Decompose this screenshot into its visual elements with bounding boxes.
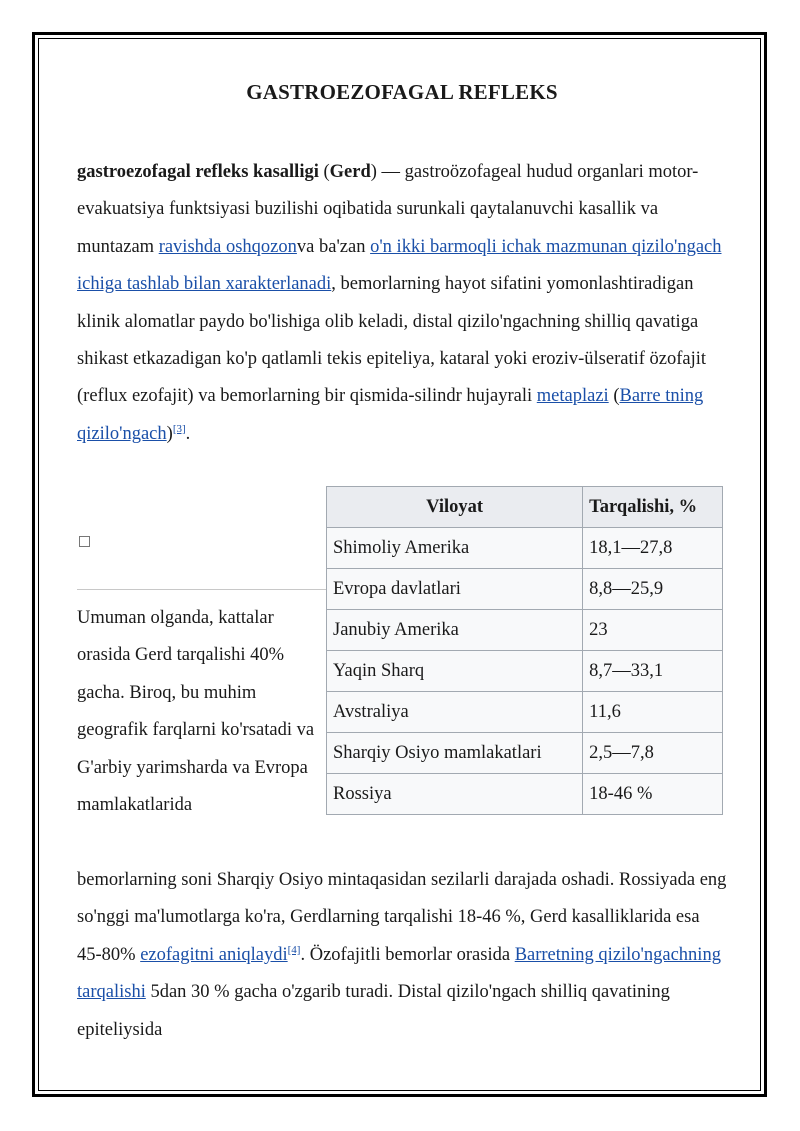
cell-value: 18,1—27,8 bbox=[583, 528, 723, 569]
link-ezofagitni[interactable]: ezofagitni aniqlaydi bbox=[140, 944, 288, 965]
table-row bbox=[327, 692, 723, 733]
table-header-row bbox=[327, 487, 723, 528]
cell-value: 11,6 bbox=[583, 692, 723, 733]
cell-value: 8,7—33,1 bbox=[583, 651, 723, 692]
cell-region: Janubiy Amerika bbox=[327, 610, 583, 651]
page-title: GASTROEZOFAGAL REFLEKS bbox=[246, 80, 558, 104]
cell-region: Shimoliy Amerika bbox=[327, 528, 583, 569]
cell-value: 8,8—25,9 bbox=[583, 569, 723, 610]
table-row bbox=[327, 733, 723, 774]
link-barretning[interactable]: Barretning qizilo'ngachning tarqalishi bbox=[77, 944, 721, 1003]
cell-value: 2,5—7,8 bbox=[583, 733, 723, 774]
prevalence-table bbox=[326, 486, 723, 815]
header-tarqalishi: Tarqalishi, % bbox=[583, 487, 723, 528]
checkbox-icon bbox=[79, 536, 90, 547]
intro-text-c: , bemorlarning hayot sifatini yomonlashtiradigan klinik alomatlar paydo bo'lishiga olib keladi, distal qizilo'ngachning shilliq qavatiga shikast etkazadigan ko'p qatlamli tekis epiteliya, kataral yoki eroziv-ülseratif özofajit (reflux ezofajit) va bemorlarning bir qismida-silindr hujayrali bbox=[77, 274, 707, 407]
intro-paragraph bbox=[77, 154, 727, 453]
ref-3[interactable]: [3] bbox=[172, 422, 186, 435]
cell-value: 18-46 % bbox=[583, 774, 723, 815]
intro-text-d: ( bbox=[608, 386, 620, 407]
bottom-text-a: bemorlarning soni Sharqiy Osiyo mintaqasidan sezilarli darajada oshadi. Rossiyada eng so'nggi ma'lumotlarga ko'ra, Gerdlarning tarqalishi 18-46 %, Gerd kasalliklarida esa 45-80% bbox=[77, 870, 727, 965]
cell-region: Rossiya bbox=[327, 774, 583, 815]
intro-text-a: ) — gastroözofageal hudud organlari motor-evakuatsiya funktsiyasi buzilishi oqibatida surunkali qaytalanuvchi kasallik va muntazam bbox=[77, 162, 699, 257]
cell-value: 23 bbox=[583, 610, 723, 651]
intro-text-b: va ba'zan bbox=[296, 236, 371, 257]
table-row bbox=[327, 610, 723, 651]
link-barrett[interactable]: Barre tning qizilo'ngach bbox=[77, 386, 704, 444]
cell-region: Sharqiy Osiyo mamlakatlari bbox=[327, 733, 583, 774]
table-row bbox=[327, 774, 723, 815]
bottom-paragraph bbox=[77, 862, 727, 1049]
ref-4[interactable]: [4] bbox=[287, 943, 301, 956]
abbr-bold: Gerd bbox=[329, 162, 371, 182]
cell-region: Evropa davlatlari bbox=[327, 569, 583, 610]
intro-paren: ( bbox=[318, 162, 330, 182]
intro-text-f: . bbox=[185, 423, 191, 444]
intro-text-e: ) bbox=[166, 423, 173, 444]
table-row bbox=[327, 651, 723, 692]
term-bold: gastroezofagal refleks kasalligi bbox=[77, 162, 319, 182]
document-body bbox=[77, 70, 727, 1040]
bottom-text-c: 5dan 30 % gacha o'zgarib turadi. Distal qizilo'ngach shilliq qavatining epiteliysida bbox=[77, 982, 670, 1040]
cell-region: Avstraliya bbox=[327, 692, 583, 733]
bottom-text-b: . Özofajitli bemorlar orasida bbox=[300, 944, 515, 965]
link-on-ikki-barmoqli[interactable]: o'n ikki barmoqli ichak mazmunan qizilo'ngach ichiga tashlab bilan xarakterlanadi bbox=[77, 236, 722, 295]
cell-region: Yaqin Sharq bbox=[327, 651, 583, 692]
table-row bbox=[327, 528, 723, 569]
link-ravishda-oshqozon[interactable]: ravishda oshqozon bbox=[158, 236, 297, 257]
link-metaplazi[interactable]: metaplazi bbox=[536, 386, 609, 407]
header-viloyat: Viloyat bbox=[327, 487, 583, 528]
table-row bbox=[327, 569, 723, 610]
side-paragraph: Umuman olganda, kattalar orasida Gerd tarqalishi 40% gacha. Biroq, bu muhim geografik farqlarni ko'rsatadi va G'arbiy yarimsharda va Evropa mamlakatlarida bbox=[77, 608, 315, 816]
